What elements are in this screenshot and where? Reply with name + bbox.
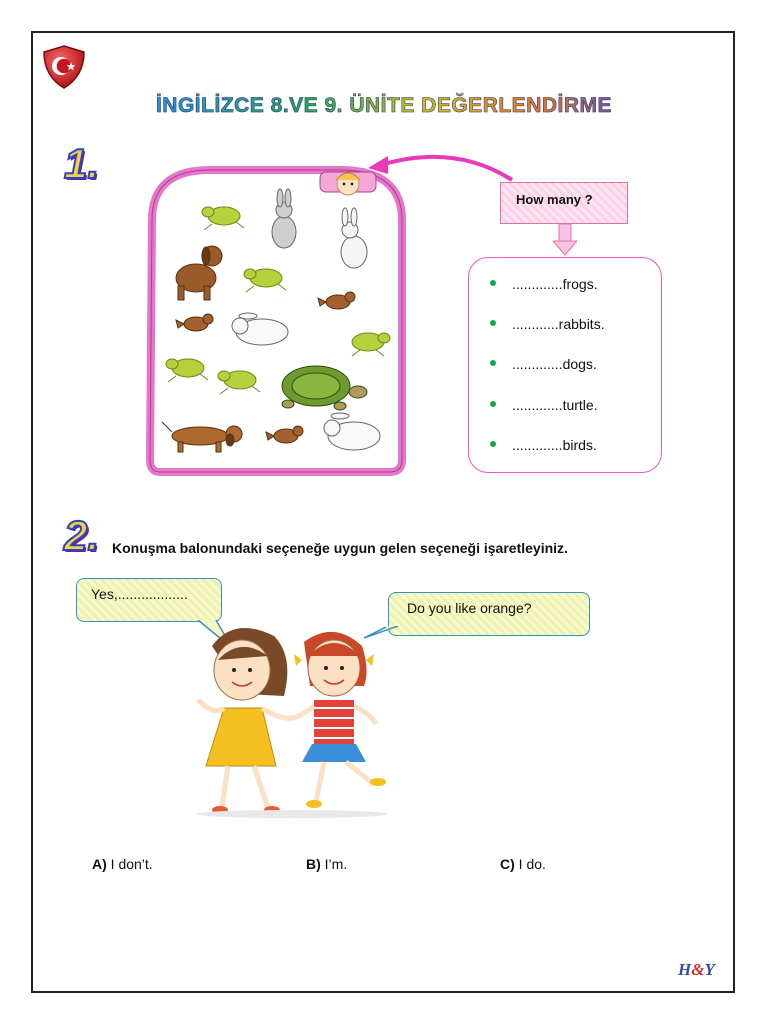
count-item-dogs: .............dogs. [490, 356, 597, 372]
page-title: İNGİLİZCE 8.VE 9. ÜNİTE DEĞERLENDİRME [0, 94, 768, 118]
down-arrow-icon [553, 224, 577, 256]
bubble-right-text: Do you like orange? [407, 600, 532, 616]
option-b[interactable]: B) I’m. [306, 856, 348, 872]
frog-icon [202, 207, 244, 230]
rabbit-icon [272, 189, 296, 248]
dog-icon [176, 246, 222, 300]
count-item-birds: .............birds. [490, 437, 597, 453]
count-item-rabbits: ............rabbits. [490, 316, 605, 332]
option-a[interactable]: A) I don’t. [92, 856, 153, 872]
bullet-icon [490, 441, 496, 447]
question-2-number: 2. [64, 512, 100, 559]
question-1-number: 1. [64, 140, 100, 187]
bird-icon [318, 292, 355, 309]
bubble-left-text: Yes,.................. [91, 586, 188, 602]
curved-arrow-icon [356, 148, 516, 190]
author-signature: H&Y [678, 960, 715, 979]
count-item-frogs: .............frogs. [490, 276, 598, 292]
option-c[interactable]: C) I do. [500, 856, 546, 872]
frog-icon [244, 269, 286, 292]
question-2-instruction: Konuşma balonundaki seçeneğe uygun gelen seçeneği işaretleyiniz. [112, 540, 568, 556]
rabbit-icon [341, 208, 367, 268]
bird-icon [266, 426, 303, 443]
bullet-icon [490, 360, 496, 366]
count-item-turtle: .............turtle. [490, 397, 598, 413]
turtle-icon [282, 366, 367, 410]
girl-striped-shirt-icon [292, 632, 386, 808]
frog-icon [166, 359, 208, 382]
bird-icon [176, 314, 213, 331]
frog-icon [218, 371, 260, 394]
bullet-icon [490, 280, 496, 286]
how-many-label: How many ? [516, 192, 593, 207]
animals-picture [140, 160, 412, 482]
two-girls-illustration [184, 616, 394, 820]
rabbit-icon [232, 313, 288, 345]
frog-icon [352, 333, 390, 356]
turkish-flag-shield-icon [40, 44, 88, 90]
dog-icon [162, 422, 242, 452]
speech-bubble-right [388, 592, 590, 636]
bullet-icon [490, 320, 496, 326]
girl-yellow-dress-icon [198, 628, 294, 814]
rabbit-icon [324, 413, 380, 450]
bullet-icon [490, 401, 496, 407]
